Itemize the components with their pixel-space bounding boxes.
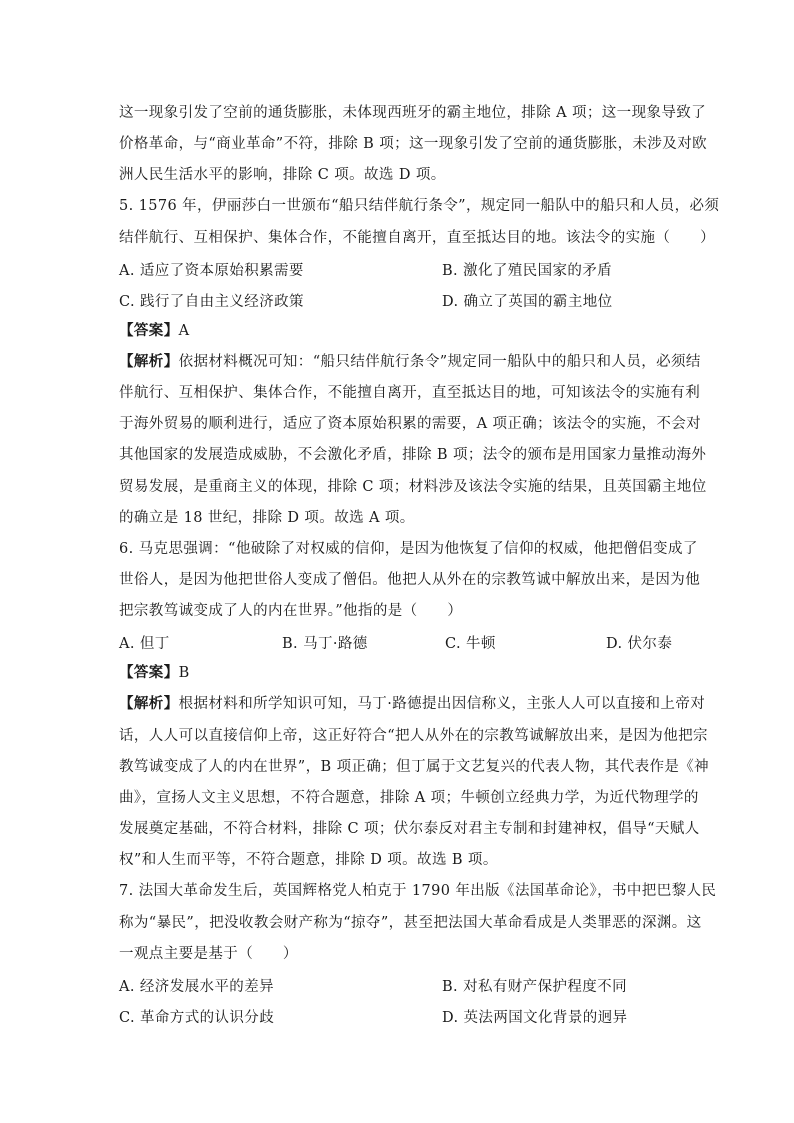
q7-stem-line: 7. 法国大革命发生后，英国辉格党人柏克于 1790 年出版《法国革命论》，书中把巴黎人民 [119, 883, 717, 899]
q5-analysis-text: 依据材料概况可知：“船只结伴航行条令”规定同一船队中的船只和人员，必须结 [178, 354, 701, 370]
q6-answer [119, 663, 679, 683]
q5-option-row [119, 259, 679, 279]
q6-stem-line: 把宗教笃诚变成了人的内在世界。”他指的是（ ） [119, 603, 463, 619]
q7-stem-line: 一观点主要是基于（ ） [119, 946, 298, 962]
q6-stem-line: 世俗人，是因为他把世俗人变成了僧侣。他把人从外在的宗教笃诚中解放出来，是因为他 [119, 572, 701, 588]
q6-answer-value: B [178, 665, 190, 681]
q5-analysis-line: 其他国家的发展造成威胁，不会激化矛盾，排除 B 项；法令的颁布是用国家力量推动海外 [119, 447, 707, 463]
q6-option-c: C. 牛顿 [445, 636, 496, 652]
q6-analysis-line [119, 694, 706, 714]
q6-stem-line: 6. 马克思强调：“他破除了对权威的信仰，是因为他恢复了信仰的权威，他把僧侣变成了 [119, 541, 698, 557]
q4-analysis-line: 价格革命，与“商业革命”不符，排除 B 项；这一现象引发了空前的通货膨胀，未涉及对欧 [119, 136, 707, 152]
q5-stem-line: 结伴航行、互相保护、集体合作，不能擅自离开，直至抵达目的地。该法令的实施（ ） [119, 230, 715, 246]
q6-analysis-line: 发展奠定基础，不符合材料，排除 C 项；伏尔泰反对君主专制和封建神权，倡导“天赋人 [119, 821, 700, 837]
analysis-label: 【解析】 [119, 353, 179, 370]
q6-analysis-line: 话，人人可以直接信仰上帝，这正好符合“把人从外在的宗教笃诚解放出来，是因为他把宗 [119, 728, 708, 744]
q5-analysis-line: 的确立是 18 世纪，排除 D 项。故选 A 项。 [119, 510, 415, 526]
q5-option-row [119, 290, 679, 310]
q7-option-a: A. 经济发展水平的差异 [119, 979, 274, 995]
q5-stem-line: 5. 1576 年，伊丽莎白一世颁布“船只结伴航行条令”，规定同一船队中的船只和人员，必须 [119, 198, 720, 214]
q5-option-b: B. 激化了殖民国家的矛盾 [442, 263, 613, 279]
q6-analysis-line: 教笃诚变成了人的内在世界”，B 项正确；但丁属于文艺复兴的代表人物，其代表作是《神 [119, 759, 710, 775]
q5-analysis-line: 于海外贸易的顺利进行，适应了资本原始积累的需要，A 项正确；该法令的实施，不会对 [119, 416, 702, 432]
q7-option-row [119, 1006, 679, 1026]
q6-option-row [119, 632, 679, 652]
q6-option-b: B. 马丁·路德 [282, 636, 368, 652]
q5-option-c: C. 践行了自由主义经济政策 [119, 294, 304, 310]
analysis-label: 【解析】 [119, 695, 179, 712]
q6-option-d: D. 伏尔泰 [606, 636, 673, 652]
q7-option-d: D. 英法两国文化背景的迥异 [442, 1010, 628, 1026]
q4-analysis-line: 洲人民生活水平的影响，排除 C 项。故选 D 项。 [119, 167, 446, 183]
answer-label: 【答案】 [119, 664, 179, 681]
q5-analysis-line: 贸易发展，是重商主义的体现，排除 C 项；材料涉及该法令实施的结果，且英国霸主地位 [119, 479, 707, 495]
q6-option-a: A. 但丁 [119, 636, 170, 652]
q5-answer [119, 321, 679, 341]
q6-analysis-line: 权”和人生而平等，不符合题意，排除 D 项。故选 B 项。 [119, 852, 498, 868]
q6-analysis-line: 曲》，宣扬人文主义思想，不符合题意，排除 A 项；牛顿创立经典力学，为近代物理学的 [119, 790, 699, 806]
q5-option-d: D. 确立了英国的霸主地位 [442, 294, 613, 310]
q7-option-c: C. 革命方式的认识分歧 [119, 1010, 275, 1026]
q7-option-b: B. 对私有财产保护程度不同 [442, 979, 627, 995]
q5-option-a: A. 适应了资本原始积累需要 [119, 263, 304, 279]
q5-answer-value: A [178, 323, 190, 339]
q5-analysis-line: 伴航行、互相保护、集体合作，不能擅自离开，直至抵达目的地，可知该法令的实施有利 [119, 385, 701, 401]
q7-stem-line: 称为“暴民”，把没收教会财产称为“掠夺”，甚至把法国大革命看成是人类罪恶的深渊。这 [119, 915, 702, 931]
q4-analysis-line: 这一现象引发了空前的通货膨胀，未体现西班牙的霸主地位，排除 A 项；这一现象导致了 [119, 105, 707, 121]
q6-analysis-text: 根据材料和所学知识可知，马丁·路德提出因信称义，主张人人可以直接和上帝对 [178, 696, 706, 712]
q7-option-row [119, 975, 679, 995]
q5-analysis-line [119, 352, 701, 372]
answer-label: 【答案】 [119, 322, 179, 339]
